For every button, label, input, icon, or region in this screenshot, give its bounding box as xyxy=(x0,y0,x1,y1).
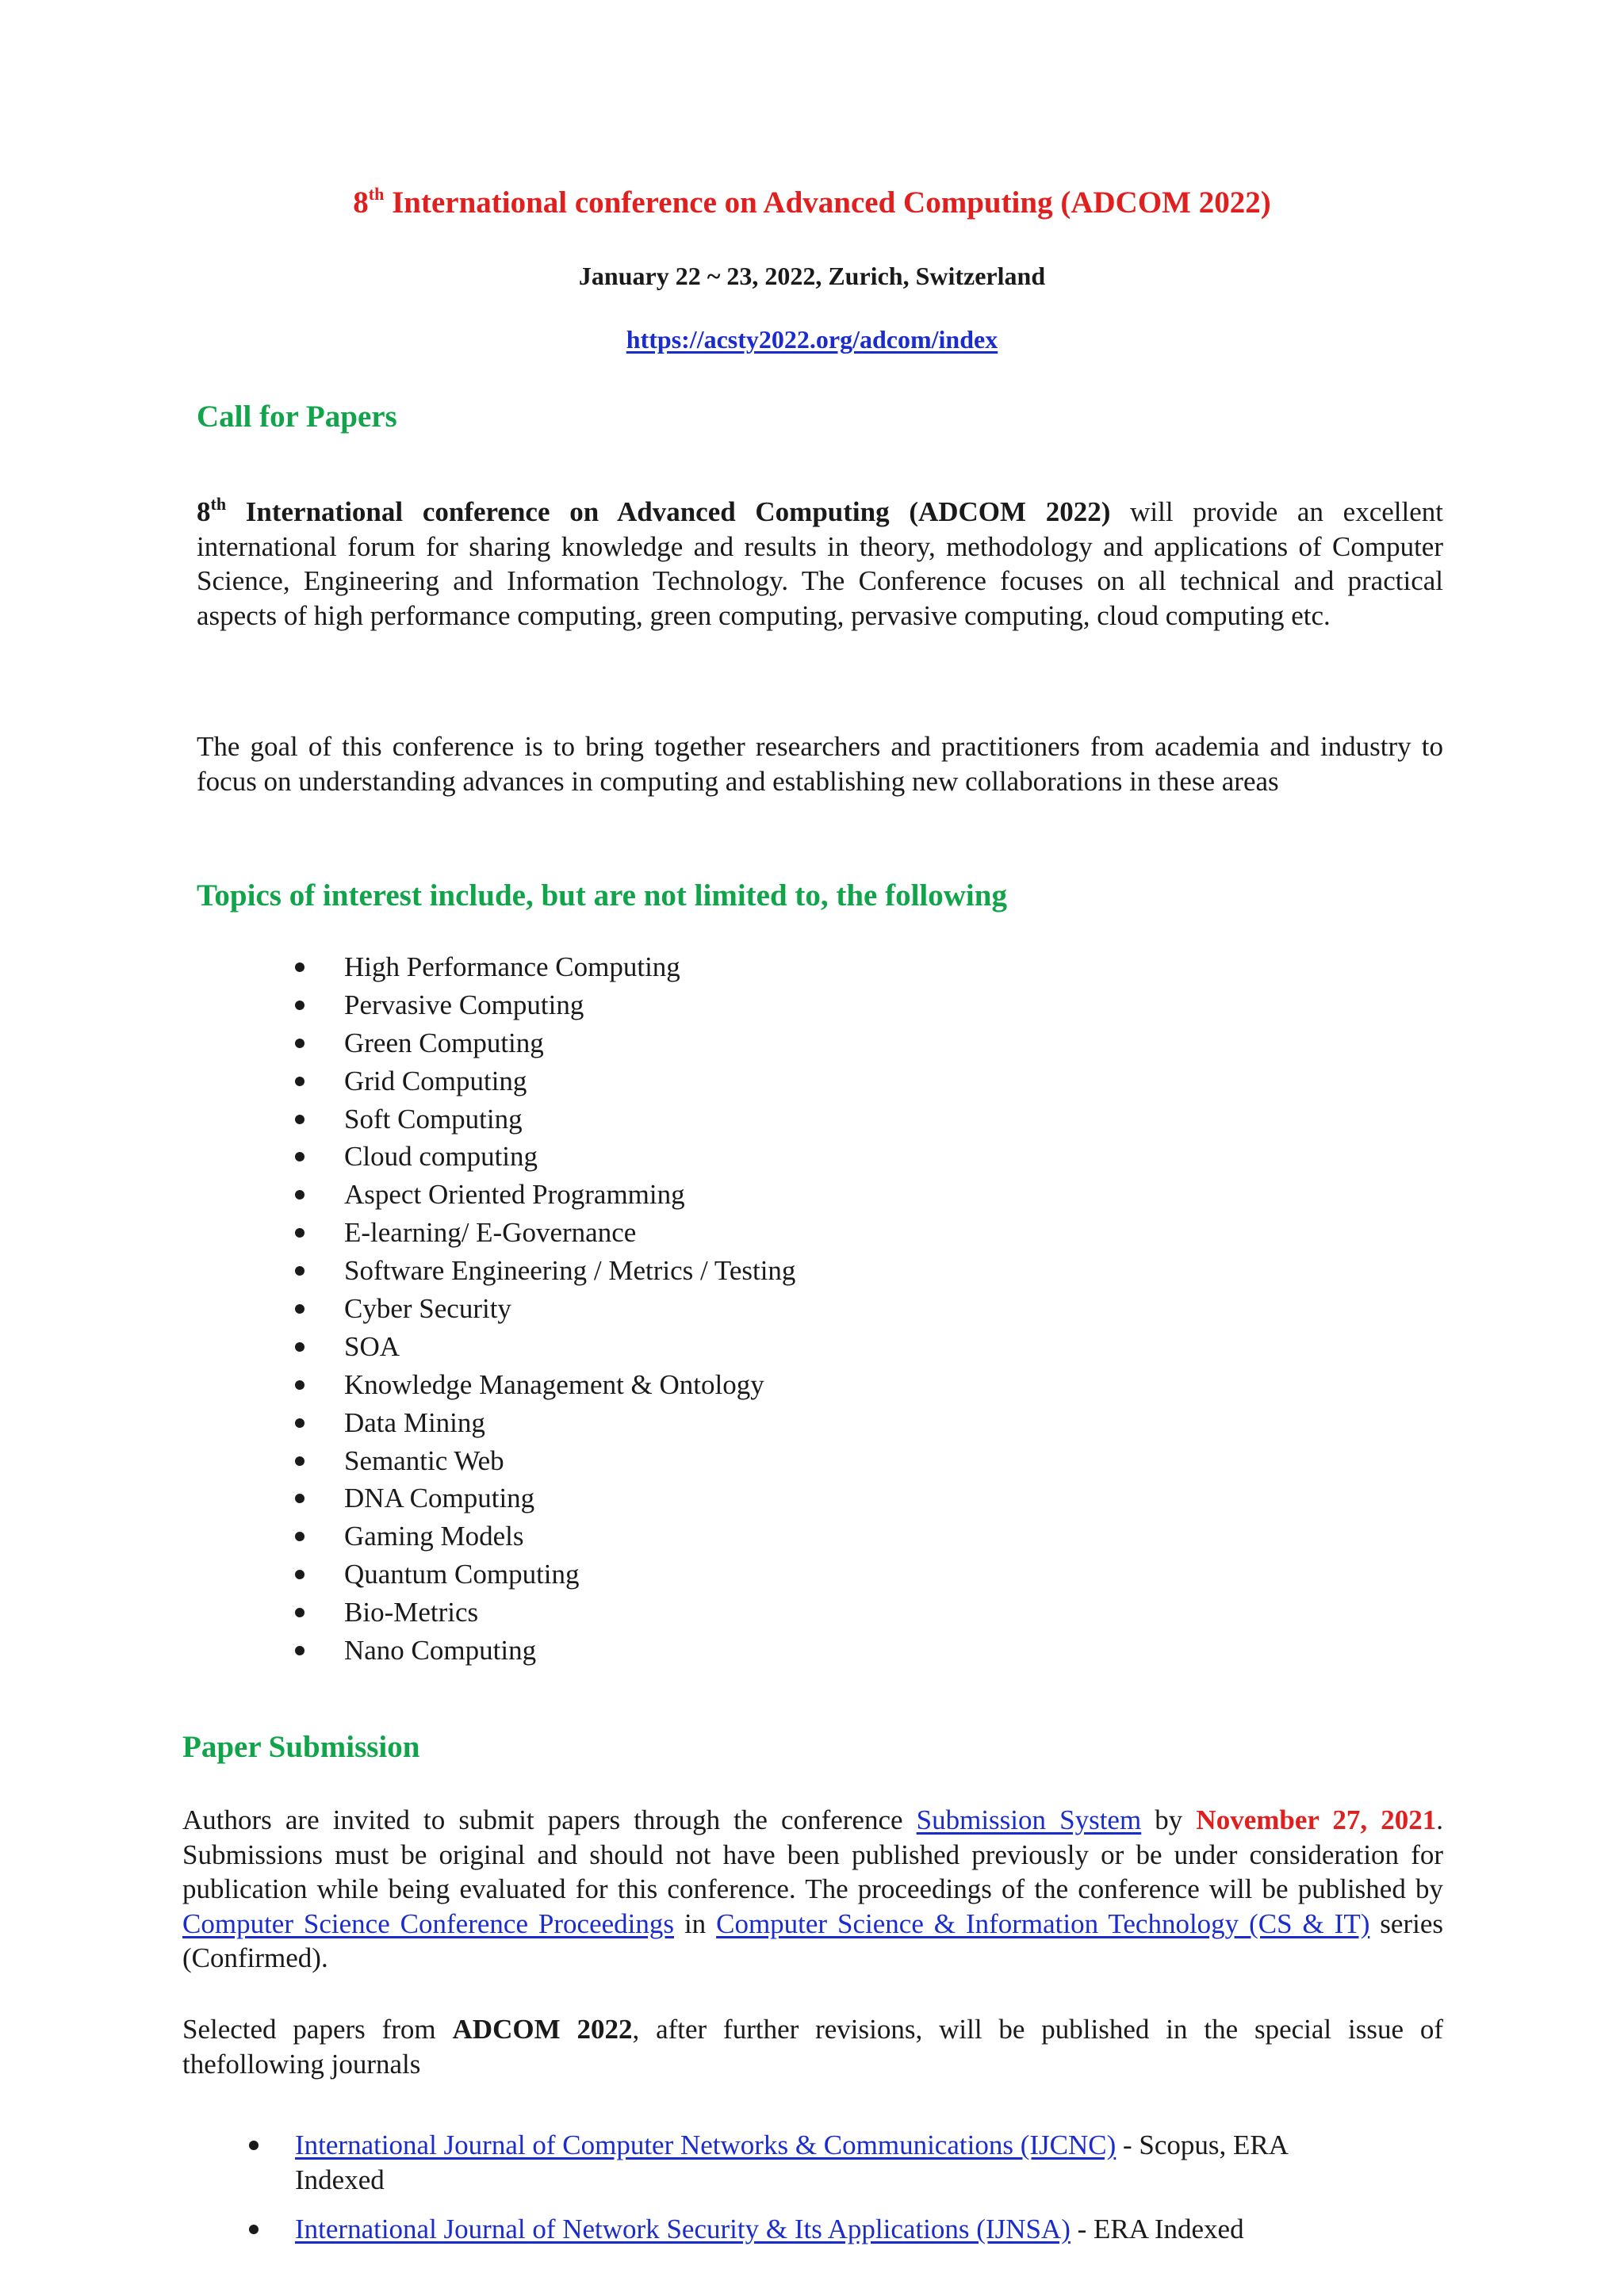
bullet-icon xyxy=(295,1608,304,1617)
topic-label: Cyber Security xyxy=(344,1293,511,1325)
journal-link[interactable]: International Journal of Computer Networks & Communications (IJCNC) xyxy=(295,2130,1116,2160)
topic-label: Knowledge Management & Ontology xyxy=(344,1368,764,1400)
topic-label: Green Computing xyxy=(344,1027,544,1058)
journal-item xyxy=(0,2128,1375,2197)
bullet-icon xyxy=(295,1039,304,1048)
bullet-icon xyxy=(295,1266,304,1276)
topic-label: Semantic Web xyxy=(344,1445,504,1476)
topic-item xyxy=(0,1252,795,1290)
bullet-icon xyxy=(295,1304,304,1314)
topic-item xyxy=(0,1176,795,1214)
call-for-papers-paragraph-2: The goal of this conference is to bring together researchers and practitioners from academia and industry to focus on understanding advances in computing and establishing new collaborations in these areas xyxy=(197,731,1443,797)
title-text: International conference on Advanced Computing (ADCOM 2022) xyxy=(384,186,1271,220)
conference-url-line xyxy=(0,322,1624,357)
title-superscript: th xyxy=(368,184,385,204)
conference-dates: January 22 ~ 23, 2022, Zurich, Switzerland xyxy=(578,262,1046,290)
bullet-icon xyxy=(295,1456,304,1466)
bullet-icon xyxy=(249,2141,259,2150)
bullet-icon xyxy=(295,1494,304,1503)
topic-item xyxy=(0,1328,795,1366)
p1-superscript: th xyxy=(210,494,227,514)
topic-item xyxy=(0,1100,795,1138)
topic-label: High Performance Computing xyxy=(344,951,680,982)
bullet-icon xyxy=(295,1001,304,1010)
selected-text-2: , after further revisions, will be published in the special issue of thefollowing journals xyxy=(182,2014,1444,2080)
submission-text-4: in xyxy=(674,1908,717,1939)
p1-conference-name: International conference on Advanced Computing (ADCOM 2022) xyxy=(226,496,1111,527)
topic-label: Pervasive Computing xyxy=(344,989,584,1020)
submission-text-2: by xyxy=(1141,1804,1197,1835)
submission-paragraph xyxy=(182,1803,1443,1976)
conference-title xyxy=(0,181,1624,225)
bullet-icon xyxy=(295,1342,304,1352)
journal-item xyxy=(0,2212,1375,2247)
topic-label: E-learning/ E-Governance xyxy=(344,1217,637,1249)
bullet-icon xyxy=(295,962,304,972)
topic-label: Nano Computing xyxy=(344,1635,537,1667)
call-for-papers-heading: Call for Papers xyxy=(197,400,397,434)
topic-item xyxy=(0,1366,795,1404)
submission-text-5: series (Confirmed). xyxy=(182,1908,1443,1973)
topic-item xyxy=(0,986,795,1024)
selected-papers-paragraph xyxy=(182,2012,1443,2081)
bullet-icon xyxy=(249,2225,259,2234)
call-for-papers-paragraph-1 xyxy=(197,495,1443,633)
journals-list xyxy=(0,2128,1443,2262)
topic-item xyxy=(0,1442,795,1480)
journal-link[interactable]: International Journal of Network Security & Its Applications (IJNSA) xyxy=(295,2214,1071,2244)
journal-index-note: - ERA Indexed xyxy=(1070,2214,1244,2244)
topic-item xyxy=(0,1594,795,1632)
topic-label: Grid Computing xyxy=(344,1065,527,1096)
bullet-icon xyxy=(295,1380,304,1390)
bullet-icon xyxy=(295,1077,304,1086)
conference-url-link[interactable]: https://acsty2022.org/adcom/index xyxy=(626,325,998,354)
topic-item xyxy=(0,1214,795,1252)
bullet-icon xyxy=(295,1228,304,1238)
topic-item xyxy=(0,1404,795,1442)
submission-text-3: . Submissions must be original and should not have been published previously or be under consideration for publication while being evaluated for this conference. The proceedings of the conference will be published by xyxy=(182,1804,1443,1904)
topic-label: Quantum Computing xyxy=(344,1559,580,1590)
title-number: 8 xyxy=(353,186,369,220)
topic-item xyxy=(0,1479,795,1517)
selected-conference-name: ADCOM 2022 xyxy=(452,2014,633,2045)
topic-item xyxy=(0,948,795,986)
topics-heading: Topics of interest include, but are not limited to, the following xyxy=(197,878,1007,913)
bullet-icon xyxy=(295,1152,304,1161)
p1-number: 8 xyxy=(197,496,211,527)
topic-label: Software Engineering / Metrics / Testing xyxy=(344,1255,796,1287)
topic-item xyxy=(0,1632,795,1670)
p1-body: will provide an excellent international forum for sharing knowledge and results in theory, methodology and applications of Computer Science, Engineering and Information Technology. The Conference focuses on all technical and practical aspects of high performance computing, green computing, pervasive computing, cloud computing etc. xyxy=(197,496,1443,631)
topic-item xyxy=(0,1138,795,1176)
topic-label: DNA Computing xyxy=(344,1483,535,1514)
submission-text-1: Authors are invited to submit papers through the conference xyxy=(182,1804,917,1835)
submission-deadline: November 27, 2021 xyxy=(1196,1804,1437,1835)
topic-label: Data Mining xyxy=(344,1406,485,1438)
bullet-icon xyxy=(295,1532,304,1541)
topic-item xyxy=(0,1556,795,1594)
journal-index-note: - Scopus, ERA Indexed xyxy=(295,2130,1288,2195)
bullet-icon xyxy=(295,1190,304,1200)
bullet-icon xyxy=(295,1115,304,1124)
submission-system-link[interactable]: Submission System xyxy=(916,1804,1142,1835)
topic-label: Cloud computing xyxy=(344,1141,538,1173)
topic-item xyxy=(0,1024,795,1062)
topics-list xyxy=(0,948,795,1670)
topic-label: Gaming Models xyxy=(344,1521,524,1552)
cs-it-series-link[interactable]: Computer Science & Information Technology (CS & IT) xyxy=(716,1908,1370,1939)
bullet-icon xyxy=(295,1646,304,1655)
topic-label: Soft Computing xyxy=(344,1103,523,1135)
topic-item xyxy=(0,1517,795,1556)
topic-item xyxy=(0,1290,795,1328)
paper-submission-heading: Paper Submission xyxy=(182,1730,420,1764)
bullet-icon xyxy=(295,1570,304,1579)
topic-item xyxy=(0,1062,795,1100)
selected-text-1: Selected papers from xyxy=(182,2014,453,2045)
topic-label: SOA xyxy=(344,1330,400,1362)
bullet-icon xyxy=(295,1418,304,1428)
topic-label: Aspect Oriented Programming xyxy=(344,1179,685,1211)
proceedings-link[interactable]: Computer Science Conference Proceedings xyxy=(182,1908,674,1939)
topic-label: Bio-Metrics xyxy=(344,1597,479,1628)
